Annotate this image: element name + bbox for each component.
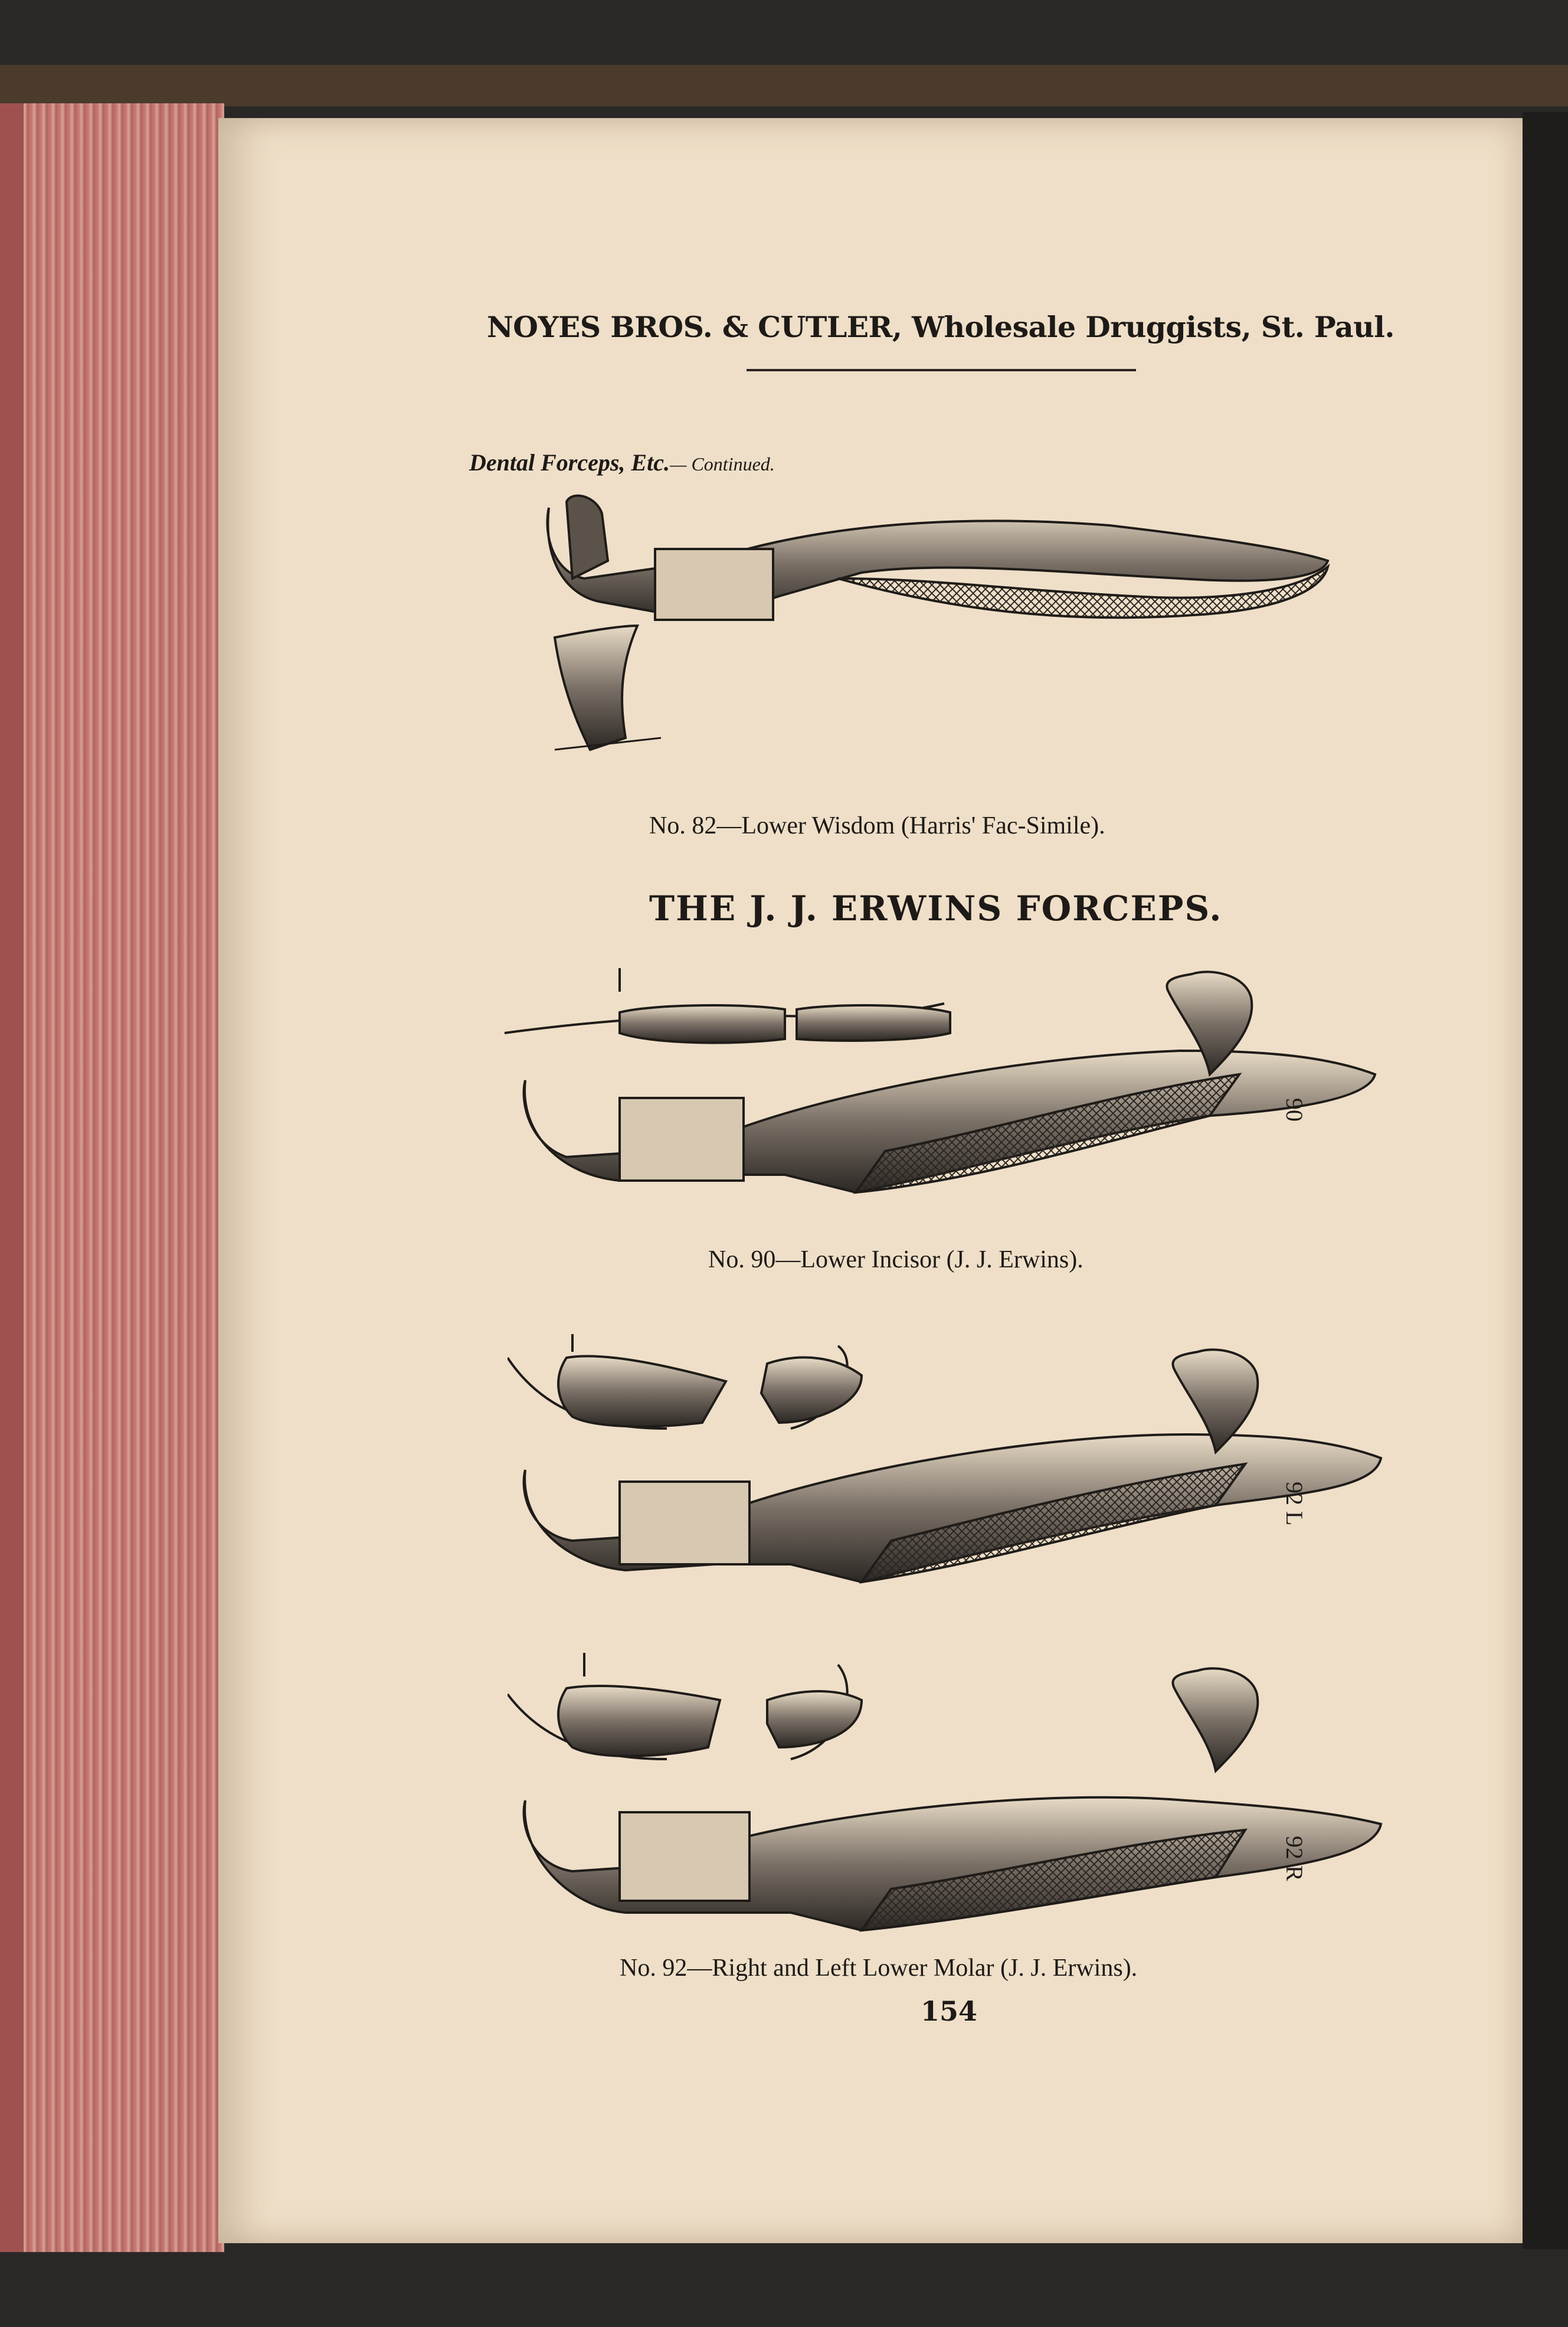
handle-mark: 92 R [1281,1836,1308,1881]
section-label-suffix: — Continued. [669,453,775,475]
forceps-illustration [502,956,1387,1240]
page-number: 154 [921,1995,978,2027]
facing-page-gap [1523,112,1568,2249]
book-spine-edge [0,103,24,2252]
forceps-illustration [531,490,1346,821]
book-cover-edge [0,65,1568,106]
forceps-illustration [508,1316,1393,1623]
section-label-main: Dental Forceps, Etc. [469,449,670,476]
handle-mark: 90 [1281,1098,1308,1122]
section-title: THE J. J. ERWINS FORCEPS. [649,888,1223,929]
page-header: NOYES BROS. & CUTLER, Wholesale Druggists, St. Paul. [487,310,1394,344]
section-label [469,449,775,476]
book-page-edges [0,103,224,2252]
figure-caption: No. 90—Lower Incisor (J. J. Erwins). [708,1246,1083,1273]
header-rule [747,369,1136,371]
forceps-illustration [508,1641,1393,1960]
figure-caption: No. 92—Right and Left Lower Molar (J. J. Erwins). [620,1955,1138,1982]
figure-caption: No. 82—Lower Wisdom (Harris' Fac-Simile). [649,812,1105,839]
handle-mark: 92 L [1281,1482,1308,1526]
